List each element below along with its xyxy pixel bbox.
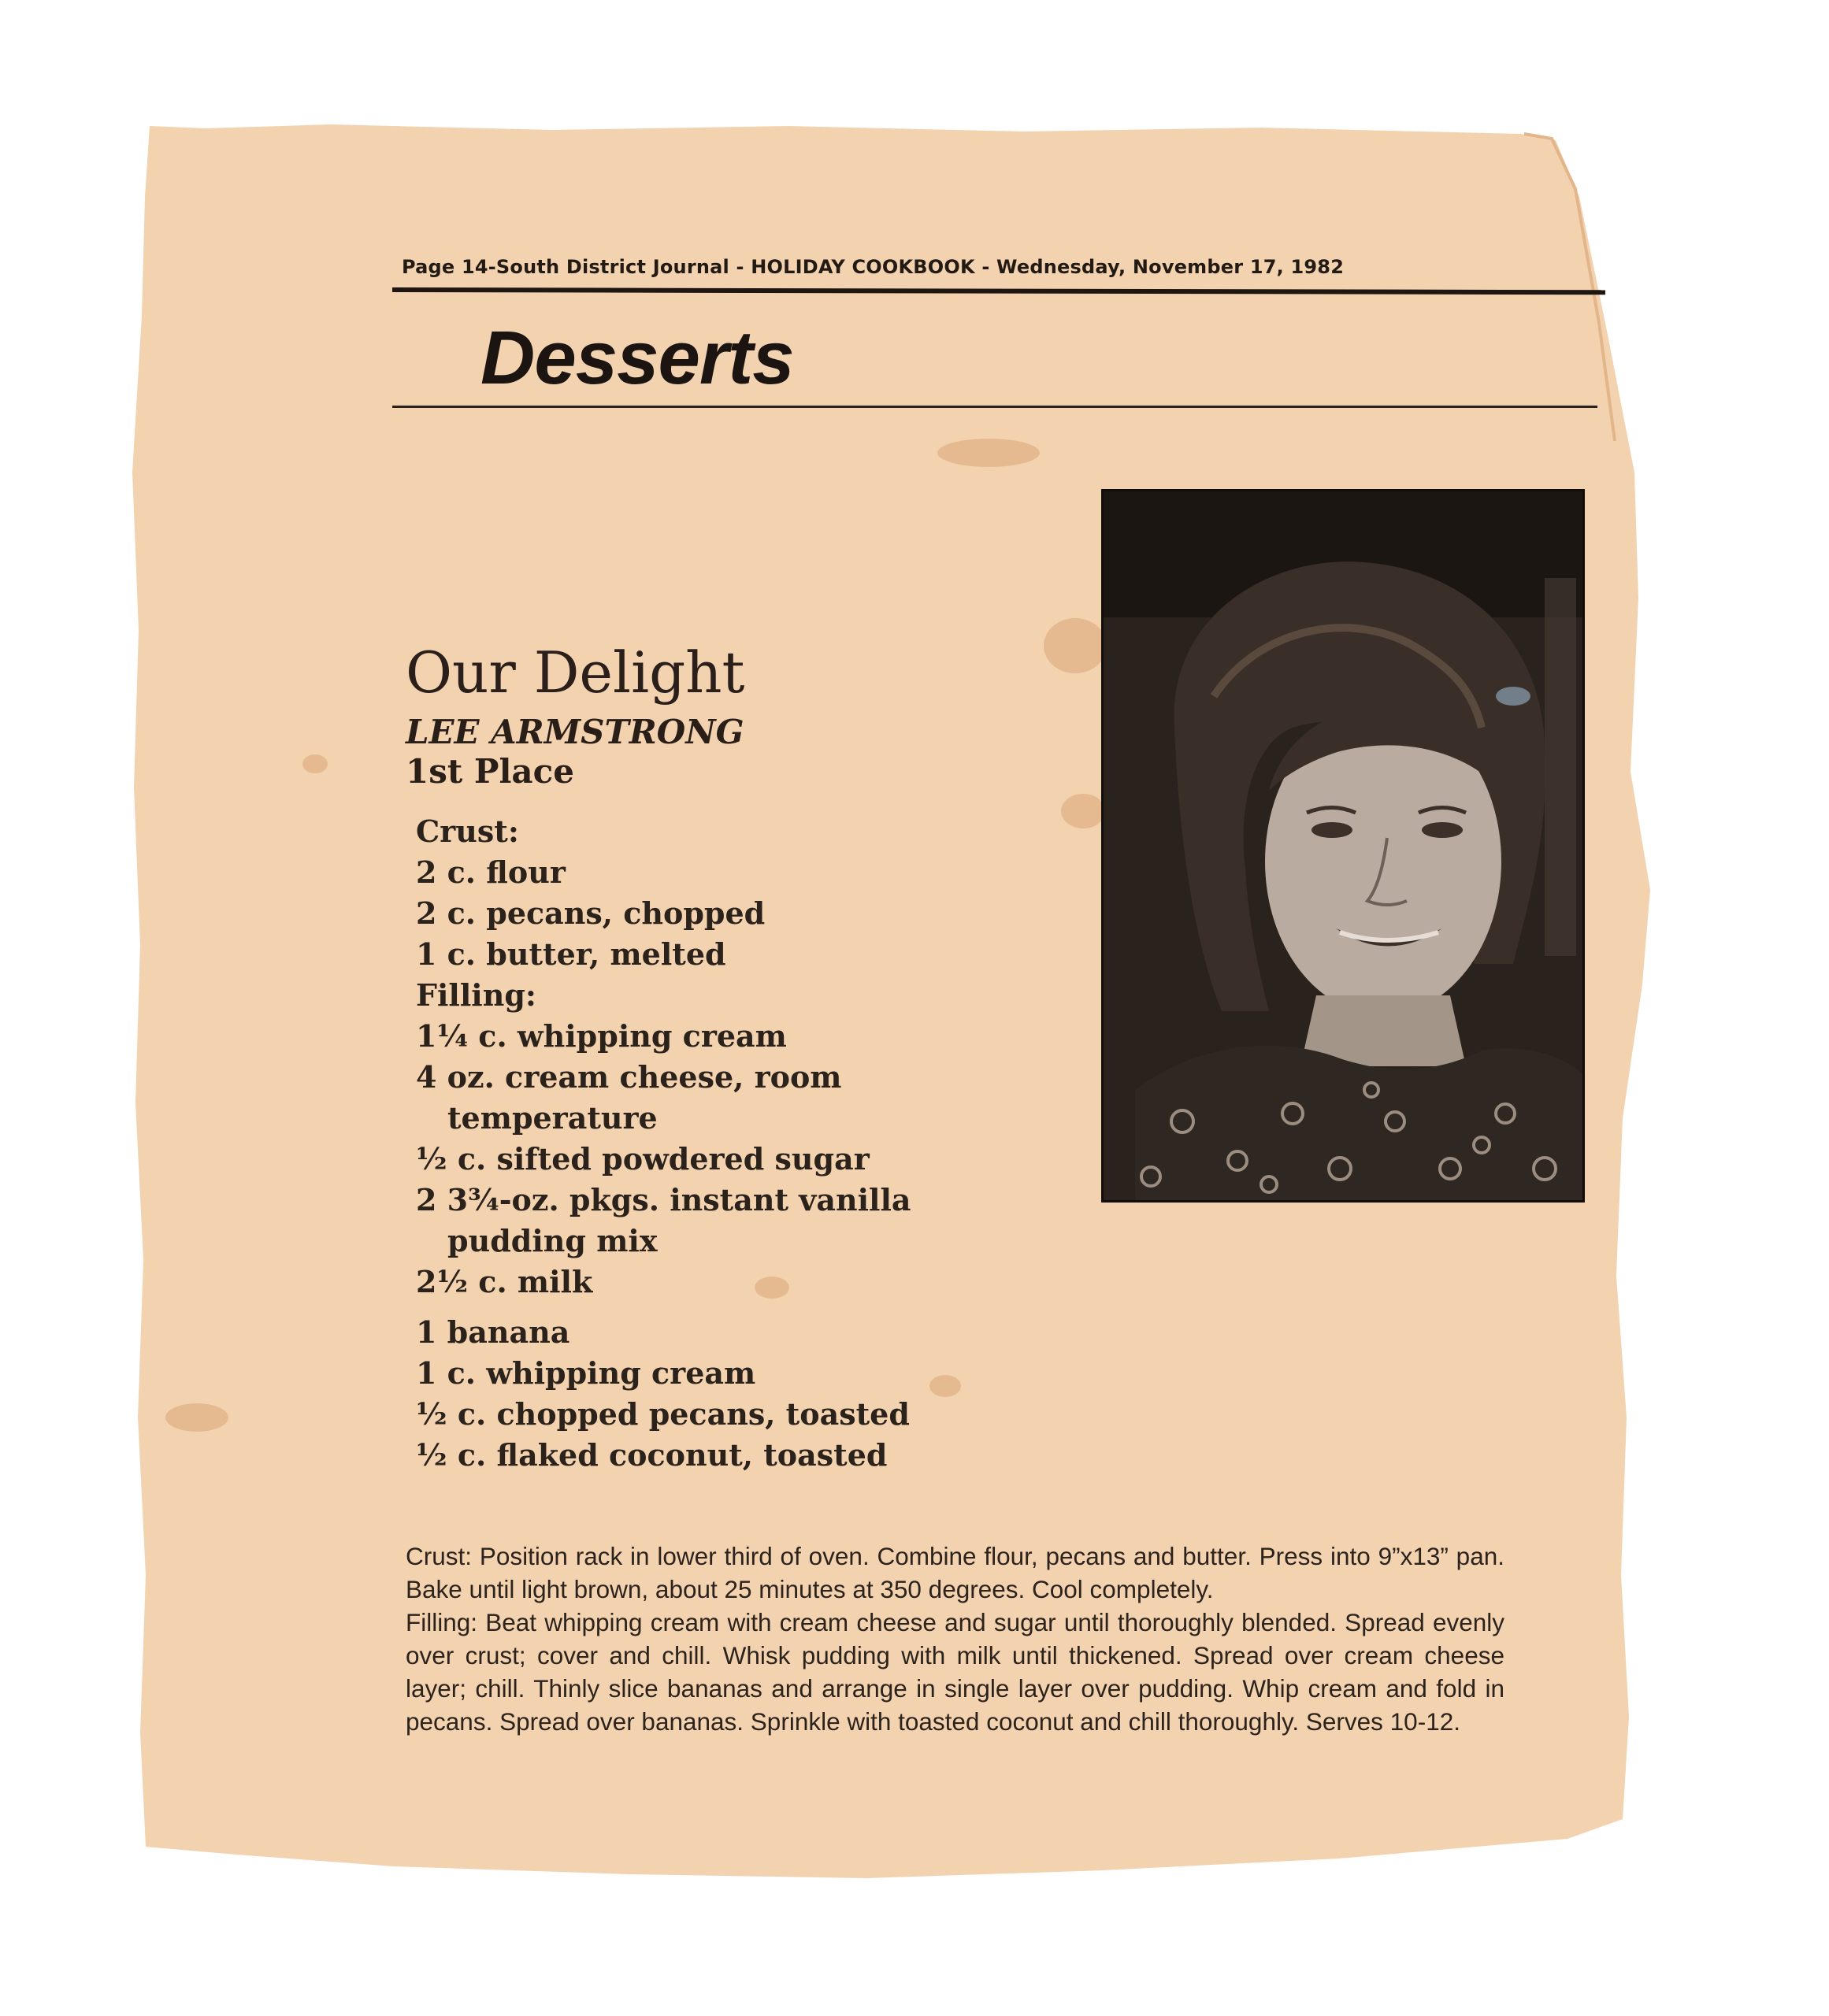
recipe-author: LEE ARMSTRONG bbox=[406, 713, 744, 751]
ingredient-item: 1 c. whipping cream bbox=[416, 1355, 756, 1391]
ingredient-item: ½ c. sifted powdered sugar bbox=[416, 1141, 870, 1177]
recipe-title: Our Delight bbox=[406, 639, 745, 706]
crust-heading: Crust: bbox=[416, 813, 519, 849]
portrait-photo bbox=[1101, 489, 1585, 1203]
ingredient-item: 2 3¾-oz. pkgs. instant vanilla bbox=[416, 1182, 911, 1217]
ingredient-item: 2 c. pecans, chopped bbox=[416, 895, 766, 931]
filling-heading: Filling: bbox=[416, 977, 536, 1013]
ingredient-item: 2 c. flour bbox=[416, 854, 566, 890]
page-header: Page 14-South District Journal - HOLIDAY COOKBOOK - Wednesday, November 17, 1982 bbox=[402, 256, 1345, 278]
recipe-directions bbox=[406, 1540, 1504, 1738]
ingredient-item: 1¼ c. whipping cream bbox=[416, 1018, 787, 1054]
section-title: Desserts bbox=[480, 316, 794, 400]
ingredient-item: ½ c. flaked coconut, toasted bbox=[416, 1437, 888, 1473]
ingredient-item-continued: pudding mix bbox=[447, 1223, 658, 1258]
header-rule bbox=[392, 287, 1605, 295]
ingredient-item: 4 oz. cream cheese, room bbox=[416, 1059, 842, 1095]
portrait-image bbox=[1104, 491, 1582, 1200]
ingredient-item: 1 c. butter, melted bbox=[416, 936, 726, 972]
ingredient-item: 1 banana bbox=[416, 1314, 570, 1350]
filling-directions: Filling: Beat whipping cream with cream cheese and sugar until thoroughly blended. Spread evenly over crust; cover and chill. Whisk pudding with milk until thickened. Spread over cream cheese layer; chill. Thinly slice bananas and arrange in single layer over pudding. Whip cream and fold in pecans. Spread over bananas. Sprinkle with toasted coconut and chill thoroughly. Serves 10-12. bbox=[406, 1608, 1504, 1736]
ingredient-item-continued: temperature bbox=[447, 1100, 658, 1136]
ingredient-item: ½ c. chopped pecans, toasted bbox=[416, 1396, 910, 1432]
ingredient-list bbox=[416, 811, 983, 1476]
crust-directions: Crust: Position rack in lower third of oven. Combine flour, pecans and butter. Press into 9”x13” pan. Bake until light brown, about 25 minutes at 350 degrees. Cool completely. bbox=[406, 1542, 1504, 1603]
award-place: 1st Place bbox=[406, 752, 574, 791]
ingredient-item: 2½ c. milk bbox=[416, 1264, 593, 1299]
section-rule bbox=[392, 406, 1597, 408]
